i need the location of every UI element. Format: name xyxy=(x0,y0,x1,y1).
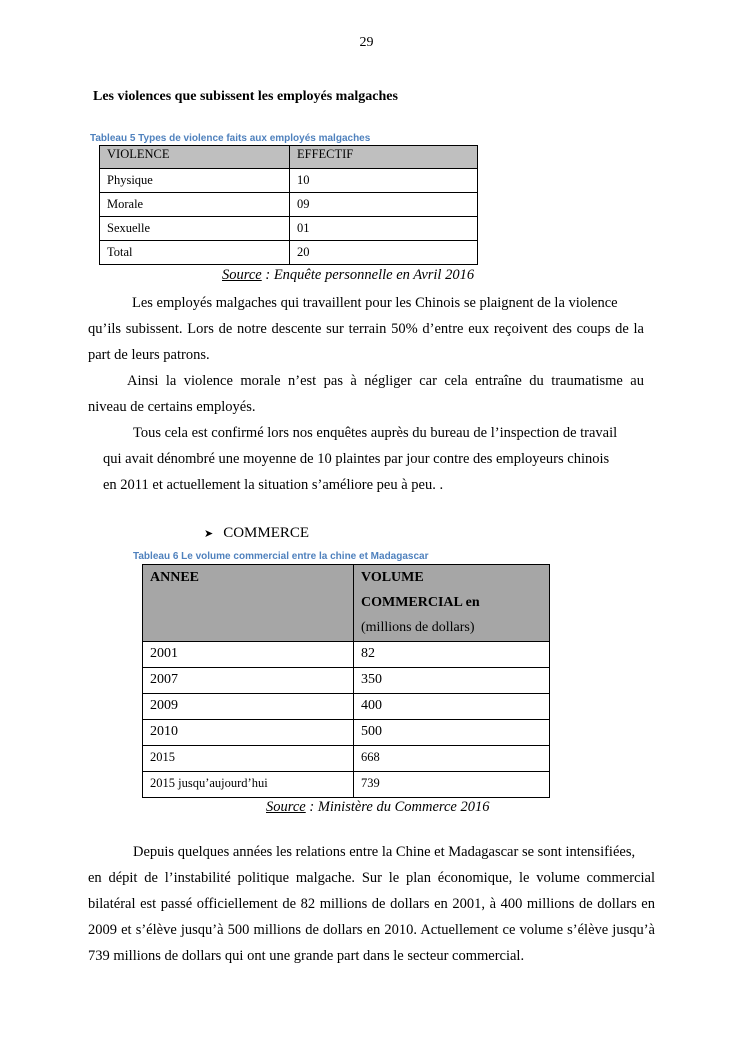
header-line: VOLUME xyxy=(361,570,424,585)
header-cell: VIOLENCE xyxy=(100,146,290,169)
paragraph-line: en 2011 et actuellement la situation s’améliore peu à peu. . xyxy=(103,477,444,493)
paragraph-line: Depuis quelques années les relations entre la Chine et Madagascar se sont intensifiées, xyxy=(133,844,636,860)
table-cell: 09 xyxy=(290,193,478,217)
paragraph-text: niveau de certains employés. xyxy=(88,399,256,415)
table-cell: 2015 xyxy=(143,746,354,772)
paragraph-text: qu’ils subissent. Lors de notre descente sur terrain 50% d’entre eux reçoivent des coups de la part de leurs patrons. xyxy=(88,321,644,363)
commerce-heading-text: COMMERCE xyxy=(223,525,310,541)
header-line: (millions de dollars) xyxy=(361,620,475,635)
table-row xyxy=(100,193,478,217)
table-cell: 2010 xyxy=(143,720,354,746)
paragraph-line: Tous cela est confirmé lors nos enquêtes auprès du bureau de l’inspection de travail xyxy=(133,425,618,441)
section-title: Les violences que subissent les employés malgaches xyxy=(93,89,398,104)
table-row xyxy=(143,668,550,694)
table-header-row xyxy=(100,146,478,169)
table-row xyxy=(143,694,550,720)
commerce-heading xyxy=(204,525,309,542)
table-cell: Physique xyxy=(100,169,290,193)
table-row xyxy=(143,642,550,668)
source-label: Source xyxy=(266,799,306,815)
table-cell: 2007 xyxy=(143,668,354,694)
paragraph-violence-moral xyxy=(88,368,644,420)
table-cell: 500 xyxy=(354,720,550,746)
page-number: 29 xyxy=(359,35,374,50)
paragraph-line: Ainsi la violence morale n’est pas à négliger car cela entraîne du traumatisme au xyxy=(127,373,644,389)
commerce-table xyxy=(142,564,550,798)
table-row xyxy=(100,241,478,265)
source-text: : Enquête personnelle en Avril 2016 xyxy=(261,267,475,283)
table-cell: 739 xyxy=(354,772,550,798)
table-cell: 10 xyxy=(290,169,478,193)
table-cell: 01 xyxy=(290,217,478,241)
header-cell: EFFECTIF xyxy=(290,146,478,169)
table-cell: 2009 xyxy=(143,694,354,720)
table-row xyxy=(100,169,478,193)
table-row xyxy=(100,217,478,241)
table-cell: 2015 jusqu’aujourd’hui xyxy=(143,772,354,798)
table-cell: 82 xyxy=(354,642,550,668)
table-cell: 350 xyxy=(354,668,550,694)
source-text: : Ministère du Commerce 2016 xyxy=(305,799,490,815)
arrow-bullet-icon: ➤ xyxy=(204,527,214,540)
table-row xyxy=(143,720,550,746)
table-row xyxy=(143,746,550,772)
table-cell: 20 xyxy=(290,241,478,265)
paragraph-inspection xyxy=(88,420,648,498)
header-cell-volume xyxy=(354,565,550,642)
table6-source xyxy=(266,799,490,816)
table-cell: 668 xyxy=(354,746,550,772)
table-cell: 400 xyxy=(354,694,550,720)
table-cell: Total xyxy=(100,241,290,265)
paragraph-line: Les employés malgaches qui travaillent pour les Chinois se plaignent de la violence xyxy=(132,295,618,311)
table-cell: Morale xyxy=(100,193,290,217)
table5-caption: Tableau 5 Types de violence faits aux employés malgaches xyxy=(90,133,371,144)
table-cell: 2001 xyxy=(143,642,354,668)
violence-table xyxy=(99,145,478,265)
table5-source xyxy=(222,267,474,284)
paragraph-violence-physical xyxy=(88,290,644,368)
header-cell-annee: ANNEE xyxy=(143,565,354,642)
table-cell: Sexuelle xyxy=(100,217,290,241)
paragraph-line: qui avait dénombré une moyenne de 10 plaintes par jour contre des employeurs chinois xyxy=(103,451,610,467)
source-label: Source xyxy=(222,267,262,283)
table-row xyxy=(143,772,550,798)
paragraph-commerce xyxy=(88,839,655,969)
table-header-row xyxy=(143,565,550,642)
paragraph-text: en dépit de l’instabilité politique malgache. Sur le plan économique, le volume commercial bilatéral est passé officiellement de 82 millions de dollars en 2001, à 400 millions de dollars en 2009 et s’élève jusqu’à 500 millions de dollars en 2010. Actuellement ce volume s’élève jusqu’à 739 millions de dollars qui ont une grande part dans le secteur commercial. xyxy=(88,870,655,964)
header-line: COMMERCIAL en xyxy=(361,595,480,610)
table6-caption: Tableau 6 Le volume commercial entre la chine et Madagascar xyxy=(133,551,429,562)
